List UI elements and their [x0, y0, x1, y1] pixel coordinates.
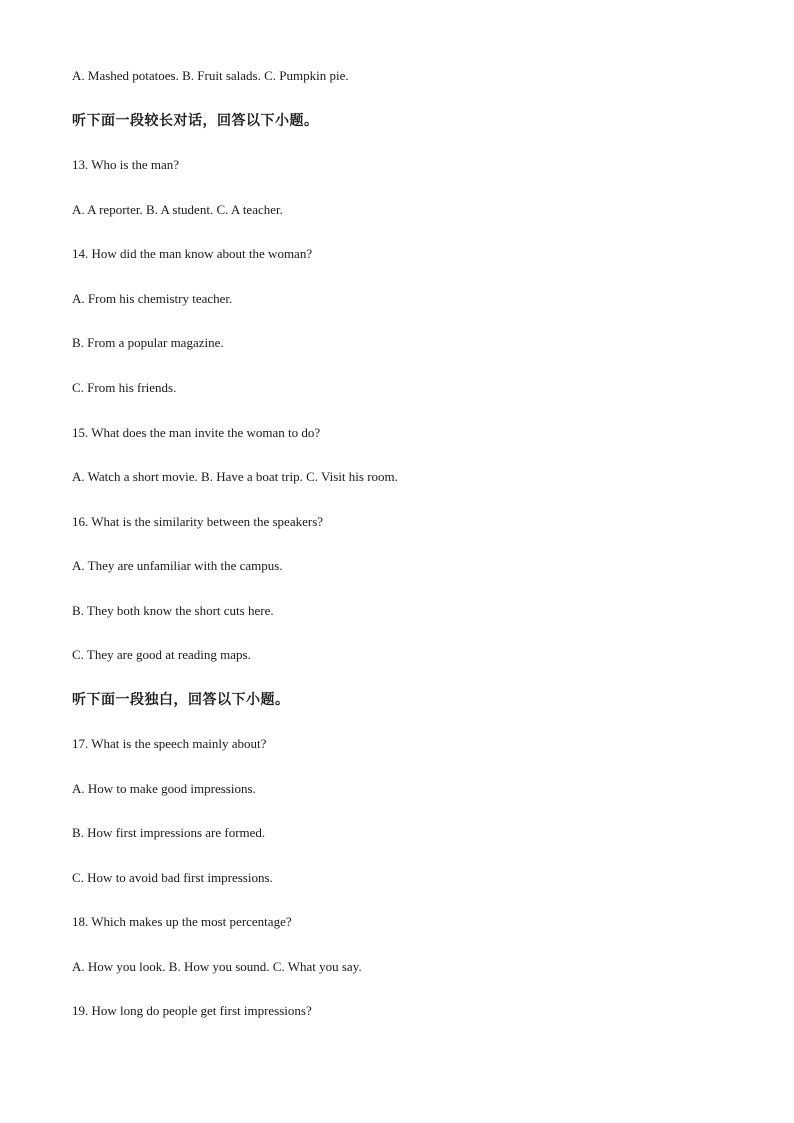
q15-options: A. Watch a short movie. B. Have a boat trip. C. Visit his room. [72, 469, 398, 484]
section-heading-long-dialogue: 听下面一段较长对话，回答以下小题。 [72, 113, 319, 129]
question-18: 18. Which makes up the most percentage? [72, 914, 292, 929]
q16-option-a: A. They are unfamiliar with the campus. [72, 558, 283, 573]
q14-option-c: C. From his friends. [72, 380, 177, 395]
question-15: 15. What does the man invite the woman to do? [72, 425, 321, 440]
section-heading-monologue: 听下面一段独白，回答以下小题。 [72, 692, 290, 708]
question-19: 19. How long do people get first impressions? [72, 1003, 312, 1018]
q14-option-a: A. From his chemistry teacher. [72, 291, 233, 306]
q12-options: A. Mashed potatoes. B. Fruit salads. C. Pumpkin pie. [72, 68, 349, 83]
q13-options: A. A reporter. B. A student. C. A teacher. [72, 202, 283, 217]
q16-option-c: C. They are good at reading maps. [72, 647, 251, 662]
question-17: 17. What is the speech mainly about? [72, 736, 267, 751]
question-16: 16. What is the similarity between the speakers? [72, 514, 324, 529]
q14-option-b: B. From a popular magazine. [72, 335, 224, 350]
q17-option-c: C. How to avoid bad first impressions. [72, 870, 273, 885]
question-14: 14. How did the man know about the woman? [72, 246, 313, 261]
q18-options: A. How you look. B. How you sound. C. What you say. [72, 959, 362, 974]
question-13: 13. Who is the man? [72, 157, 179, 172]
q16-option-b: B. They both know the short cuts here. [72, 603, 274, 618]
q17-option-a: A. How to make good impressions. [72, 781, 256, 796]
q17-option-b: B. How first impressions are formed. [72, 825, 266, 840]
